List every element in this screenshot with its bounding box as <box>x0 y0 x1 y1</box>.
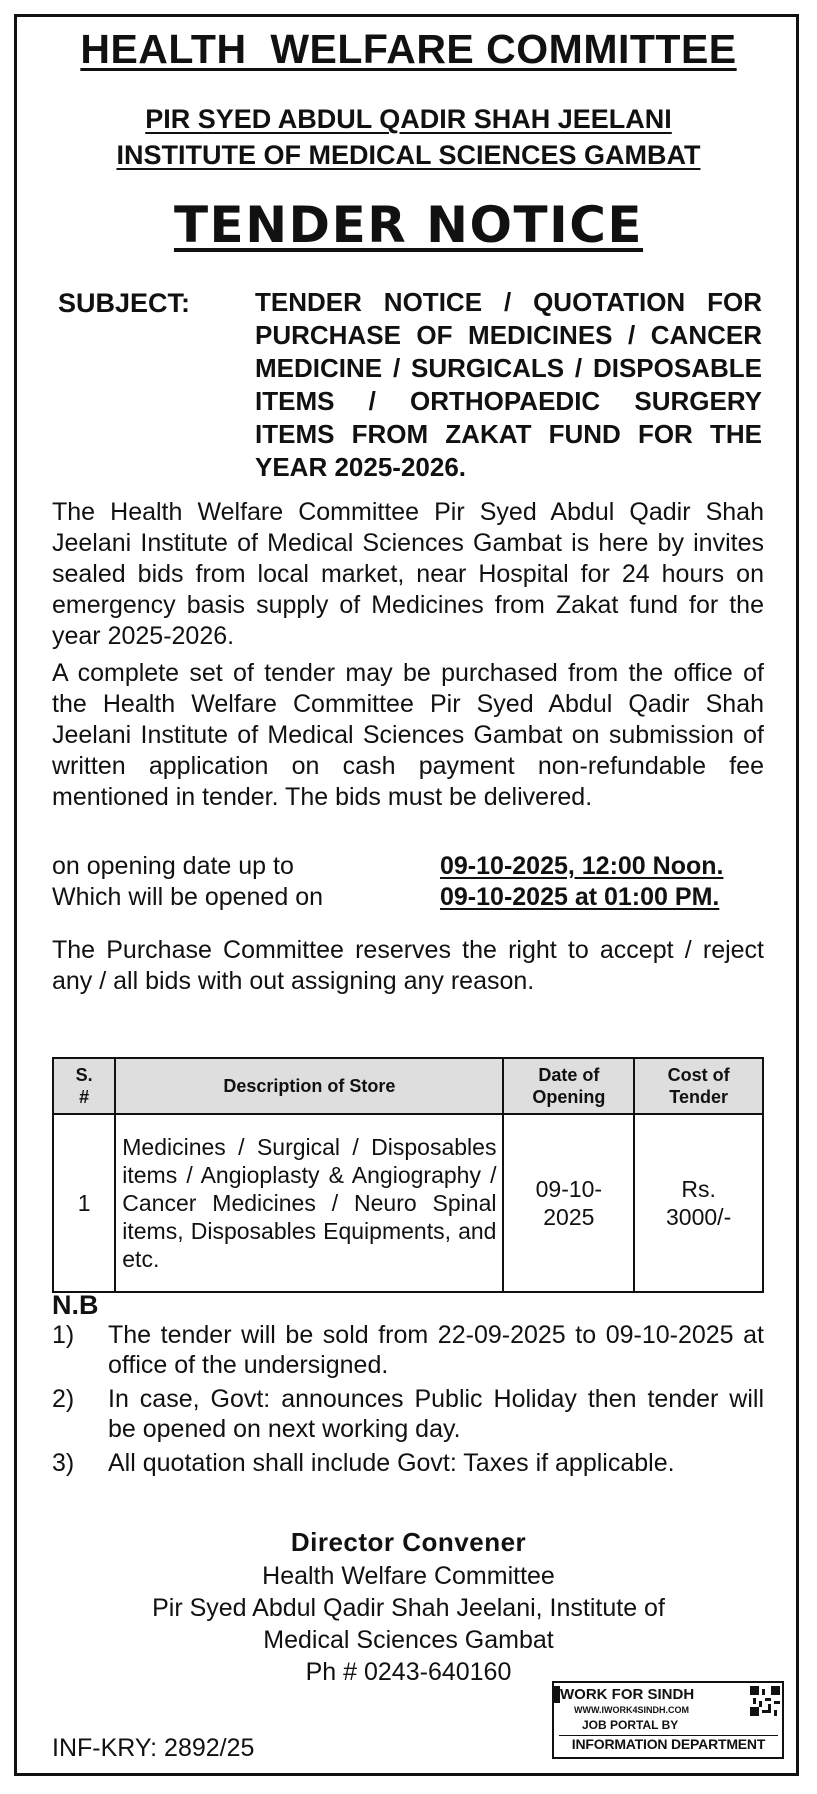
nb-item-number: 1) <box>52 1321 75 1349</box>
table-row <box>53 1114 763 1292</box>
qr-code-icon <box>750 1686 780 1716</box>
paragraph-purchase: A complete set of tender may be purchased from the office of the Health Welfare Committee Pir Syed Abdul Qadir Shah Jeelani Institute of Medical Sciences Gambat on submission of written application on cash payment non-refundable fee mentioned in tender. The bids must be delivered. <box>52 659 764 811</box>
signatory-line2: Pir Syed Abdul Qadir Shah Jeelani, Institute of <box>152 1594 665 1622</box>
list-item <box>52 1384 764 1444</box>
signatory-line3: Medical Sciences Gambat <box>263 1626 554 1654</box>
badge-portal-line: JOB PORTAL BY <box>582 1718 679 1732</box>
list-item <box>52 1320 764 1380</box>
work-for-sindh-badge <box>552 1681 784 1759</box>
reference-number: INF-KRY: 2892/25 <box>52 1734 255 1762</box>
nb-item-number: 3) <box>52 1449 75 1477</box>
opened-date-value: 09-10-2025 at 01:00 PM. <box>440 883 720 911</box>
row-cost: Rs. 3000/- <box>634 1114 763 1292</box>
badge-title: WORK FOR SINDH <box>560 1686 695 1703</box>
row-description: Medicines / Surgical / Disposables items / Angioplasty & Angiography / Cancer Medicines / Neuro Spinal items, Disposables Equipments, and etc. <box>115 1114 503 1292</box>
header-serial: S. # <box>53 1058 115 1114</box>
header-description: Description of Store <box>115 1058 503 1114</box>
nb-item-text: All quotation shall include Govt: Taxes if applicable. <box>108 1449 675 1477</box>
nb-item-text: In case, Govt: announces Public Holiday then tender will be opened on next working day. <box>108 1385 764 1443</box>
store-table <box>52 1057 764 1293</box>
badge-url: WWW.IWORK4SINDH.COM <box>574 1705 689 1715</box>
table-header-row <box>53 1058 763 1114</box>
opening-date-value: 09-10-2025, 12:00 Noon. <box>440 852 724 880</box>
subject-text: TENDER NOTICE / QUOTATION FOR PURCHASE OF MEDICINES / CANCER MEDICINE / SURGICALS / DISPOSABLE ITEMS / ORTHOPAEDIC SURGERY ITEMS FROM ZAKAT FUND FOR THE YEAR 2025-2026. <box>255 287 762 482</box>
row-date: 09-10- 2025 <box>503 1114 634 1292</box>
paragraph-reserve-right: The Purchase Committee reserves the right to accept / reject any / all bids with out assigning any reason. <box>52 936 764 995</box>
badge-department-line: INFORMATION DEPARTMENT <box>559 1735 778 1752</box>
header-date-of-opening: Date of Opening <box>503 1058 634 1114</box>
row-serial: 1 <box>53 1114 115 1292</box>
institute-name-line1: PIR SYED ABDUL QADIR SHAH JEELANI <box>145 104 672 134</box>
signatory-phone: Ph # 0243-640160 <box>305 1658 512 1686</box>
signatory-line1: Health Welfare Committee <box>262 1562 555 1590</box>
signatory-title: Director Convener <box>290 1527 527 1557</box>
paragraph-invitation: The Health Welfare Committee Pir Syed Abdul Qadir Shah Jeelani Institute of Medical Sciences Gambat is here by invites sealed bids from local market, near Hospital for 24 hours on emergency basis supply of Medicines from Zakat fund for the year 2025-2026. <box>52 498 764 650</box>
nb-label: N.B <box>52 1290 99 1320</box>
list-item <box>52 1448 764 1508</box>
subject-label: SUBJECT: <box>58 288 191 318</box>
institute-name-line2: INSTITUTE OF MEDICAL SCIENCES GAMBAT <box>116 140 701 170</box>
opening-date-label: on opening date up to <box>52 852 294 880</box>
header-cost-of-tender: Cost of Tender <box>634 1058 763 1114</box>
opened-date-label: Which will be opened on <box>52 883 323 911</box>
tender-notice-heading: TENDER NOTICE <box>173 196 644 254</box>
nb-item-text: The tender will be sold from 22-09-2025 to 09-10-2025 at office of the undersigned. <box>108 1321 764 1379</box>
nb-item-number: 2) <box>52 1385 75 1413</box>
committee-title: HEALTH WELFARE COMMITTEE <box>80 26 737 72</box>
